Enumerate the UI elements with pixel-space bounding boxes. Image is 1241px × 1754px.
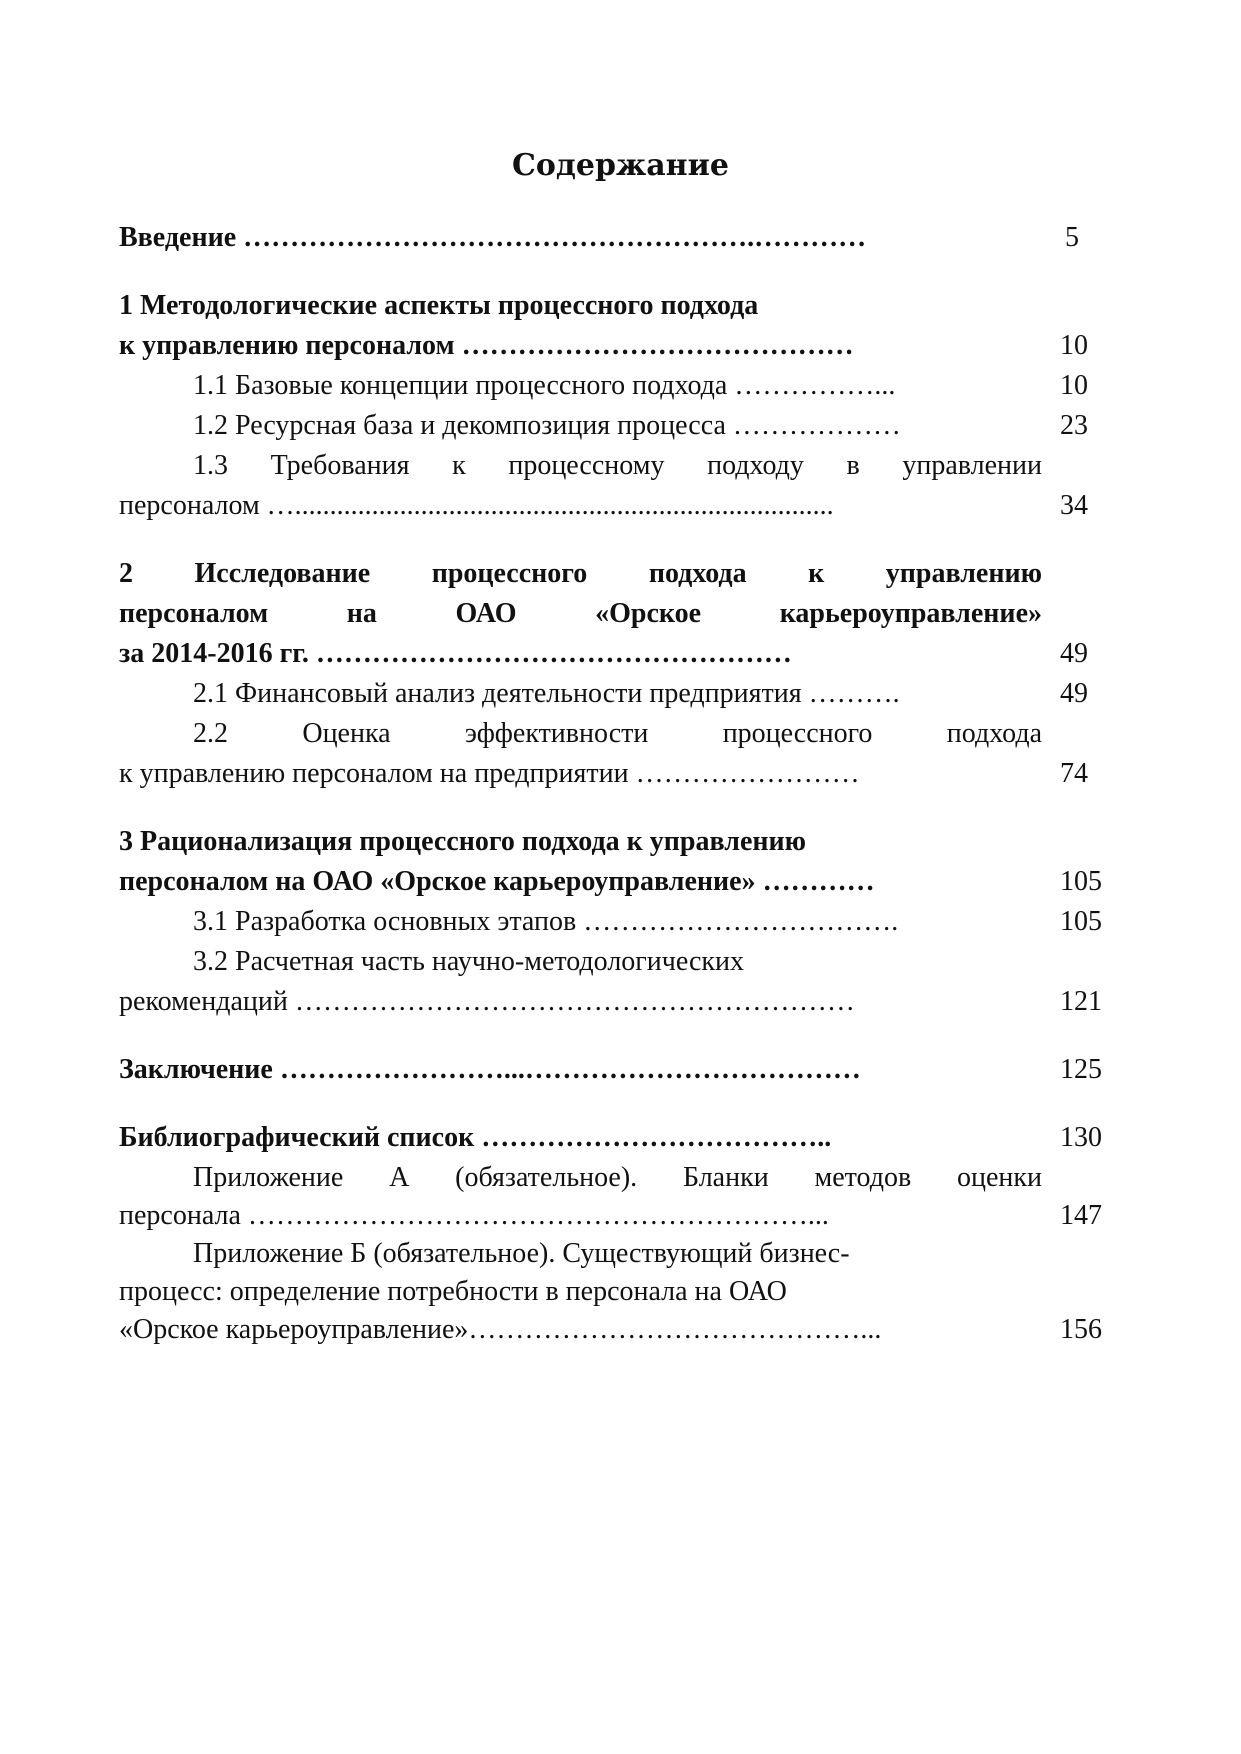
toc-entry-appendix-b-cont: «Орское карьероуправление»……………………………………... bbox=[119, 1314, 882, 1345]
toc-page-number: 105 bbox=[1060, 906, 1102, 937]
toc-page-number: 125 bbox=[1060, 1054, 1102, 1085]
toc-entry-chapter-3-cont: персоналом на ОАО «Орское карьероуправление» ………… bbox=[119, 866, 875, 897]
toc-entry-appendix-b: Приложение Б (обязательное). Существующий бизнес- bbox=[193, 1238, 850, 1269]
toc-entry-section-3-2: 3.2 Расчетная часть научно-методологических bbox=[193, 946, 744, 977]
toc-entry-appendix-a: Приложение А (обязательное). Бланки методов оценки bbox=[193, 1162, 1042, 1193]
toc-page-number: 34 bbox=[1060, 490, 1088, 521]
toc-page-number: 156 bbox=[1060, 1314, 1102, 1345]
toc-entry-chapter-2-cont: персоналом на ОАО «Орское карьероуправление» bbox=[119, 598, 1042, 629]
toc-entry-bibliography: Библиографический список ……………………………….. bbox=[119, 1122, 832, 1153]
toc-entry-section-1-2: 1.2 Ресурсная база и декомпозиция процесса ……………… bbox=[193, 410, 901, 441]
toc-page-number: 105 bbox=[1060, 866, 1102, 897]
toc-page-number: 130 bbox=[1060, 1122, 1102, 1153]
toc-entry-section-1-3-cont: персоналом …............................................................................. bbox=[119, 490, 834, 521]
toc-page-number: 10 bbox=[1060, 370, 1088, 401]
toc-entry-chapter-1-cont: к управлению персоналом …………………………………… bbox=[119, 330, 854, 361]
toc-page-number: 5 bbox=[1065, 222, 1079, 253]
toc-entry-section-2-2: 2.2 Оценка эффективности процессного подхода bbox=[193, 718, 1042, 749]
toc-entry-chapter-1: 1 Методологические аспекты процессного подхода bbox=[119, 290, 759, 321]
toc-entry-section-1-1: 1.1 Базовые концепции процессного подхода ……………... bbox=[193, 370, 896, 401]
toc-page-number: 74 bbox=[1060, 758, 1088, 789]
toc-page-number: 49 bbox=[1060, 638, 1088, 669]
toc-entry-chapter-2-cont: за 2014-2016 гг. …………………………………………… bbox=[119, 638, 792, 669]
toc-entry-section-2-1: 2.1 Финансовый анализ деятельности предприятия ………. bbox=[193, 678, 900, 709]
toc-entry-chapter-2: 2 Исследование процессного подхода к управлению bbox=[119, 558, 1042, 589]
toc-page-number: 121 bbox=[1060, 986, 1102, 1017]
toc-entry-section-1-3: 1.3 Требования к процессному подходу в управлении bbox=[193, 450, 1042, 481]
toc-page-number: 23 bbox=[1060, 410, 1088, 441]
toc-entry-appendix-b-cont: процесс: определение потребности в персонала на ОАО bbox=[119, 1276, 787, 1307]
toc-entry-conclusion: Заключение ……………………...……………………………… bbox=[119, 1054, 861, 1085]
toc-page-number: 49 bbox=[1060, 678, 1088, 709]
toc-entry-chapter-3: 3 Рационализация процессного подхода к управлению bbox=[119, 826, 807, 857]
toc-entry-section-3-1: 3.1 Разработка основных этапов ……………………………. bbox=[193, 906, 899, 937]
toc-title: Содержание bbox=[512, 148, 729, 183]
toc-page-number: 10 bbox=[1060, 330, 1088, 361]
toc-page-number: 147 bbox=[1060, 1200, 1102, 1231]
toc-entry-appendix-a-cont: персонала ……………………………………………………... bbox=[119, 1200, 829, 1231]
toc-entry-introduction: Введение ……………………………………………….………… bbox=[119, 222, 867, 253]
toc-entry-section-2-2-cont: к управлению персоналом на предприятии …………………… bbox=[119, 758, 860, 789]
toc-entry-section-3-2-cont: рекомендаций …………………………………………………… bbox=[119, 986, 855, 1017]
